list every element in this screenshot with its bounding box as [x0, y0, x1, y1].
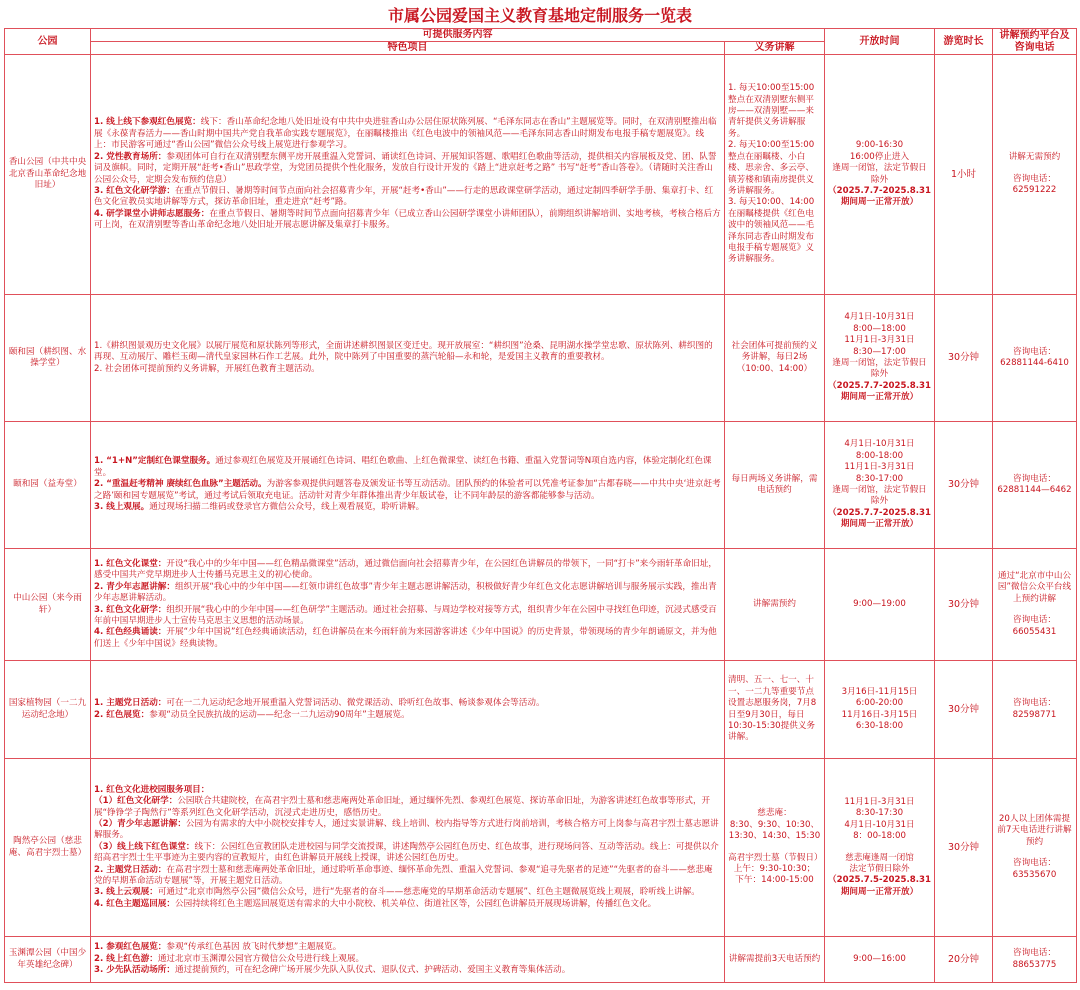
feature-item-text: 通过现场扫描二维码或登录官方微信公众号，线上观看展览，聆听讲解。: [149, 502, 425, 513]
hours-line: 11月1日-3月31日: [844, 796, 915, 807]
feature-item-text: 参观团体可自行在双清别墅东侧平房开展重温入党誓词、诵读红色诗词、开展知识答题、歌唱红色歌曲等活动，提供相关内容展板及党、团、队誓词及旗帜。同时，定期开展“赶考•香山”思政学堂，为党团员提供个性化服务，发放自行设计开发的《踏上“进京赶考之路” 书写“赶考”香山答卷》。（请随时关注香山公园公众号，定期会发布预约信息）: [94, 151, 717, 185]
feature-item-text: 为游客参观提供问题答卷及颁发证书等互动活动。团队预约的体验者可以凭准考证参加“古都春晓——中共中央‘进京赶考之路’颐和园专题展览”考试，通过考试后领取充电证。活动针对青少年群体推出青少年版试卷，让不同年龄层的游客都能够参与活动。: [94, 479, 721, 501]
contact-info: [993, 295, 1077, 422]
table-row: [5, 549, 1077, 661]
feature-item-text: 公园为有需求的大中小院校安排专人，通过实景讲解、线上培训、校内指导等方式进行岗前培训，考核合格方可上岗参与高君宇烈士墓志愿讲解服务。: [94, 818, 719, 841]
opening-hours: [825, 422, 935, 549]
feature-item: [94, 887, 721, 898]
hours-line: 法定节假日除外: [849, 863, 910, 874]
header-contact: 讲解预约平台及咨询电话: [993, 29, 1077, 55]
visit-duration: 30分钟: [935, 422, 993, 549]
feature-item: [94, 899, 721, 910]
hours-line: 逢周一闭馆，法定节假日除外: [832, 163, 927, 185]
feature-item-text: 2. 社会团体可提前预约义务讲解，开展红色教育主题活动。: [94, 363, 320, 374]
feature-item: [94, 698, 721, 709]
opening-hours: [825, 937, 935, 983]
contact-info: [993, 661, 1077, 759]
park-name: 中山公园（来今雨轩）: [5, 549, 91, 661]
feature-projects: [91, 422, 725, 549]
guide-line: 3. 每天10:00、14:00在丽瞩楼提供《红色电波中的领袖风范——毛泽东同志香山时期发布电报手稿专题展览》义务讲解服务。: [728, 197, 815, 265]
visit-duration: 30分钟: [935, 759, 993, 937]
feature-item-text: 开展“少年中国说”红色经典诵读活动，红色讲解员在来今雨轩前为来园游客讲述《少年中国说》的历史背景，带领现场的青少年朗诵原文，并为他们送上《少年中国说》经典读物。: [94, 627, 717, 649]
feature-item-text: 在重点节假日、暑期等时间节点面向招募青少年（已成立香山公园研学课堂小讲师团队），前期组织讲解培训、实地考核，考核合格后方可上岗，在双清别墅等香山革命纪念地八处旧址开展志愿讲解及集章打卡服务。: [94, 208, 721, 231]
feature-item: [94, 559, 721, 582]
feature-item: [94, 117, 721, 151]
feature-item-text: 线下：香山革命纪念地八处旧址设有中共中央进驻香山办公居住原状陈列展、“毛泽东同志在香山”主题展览等。同时，在双清别墅推出临展《永葆青春活力——香山时期中国共产党自我革命实践专题展览》，在丽瞩楼推出《红色电波中的领袖风范——毛泽东同志香山时期发布电报手稿专题展览》。线上：市民游客可通过“香山公园”微信公众号线上展览进行参观学习。: [94, 117, 717, 151]
opening-hours: [825, 661, 935, 759]
header-park: 公园: [5, 29, 91, 55]
feature-item-heading: 1. 参观红色展览：: [94, 942, 167, 953]
table-row: [5, 661, 1077, 759]
feature-item-text: 通过参观红色展览及开展诵红色诗词、唱红色歌曲、上红色微课堂、读红色书籍、重温入党誓词等N项自选内容，体验定制化红色课堂。: [94, 456, 712, 478]
feature-item-heading: 1. 红色文化课堂：: [94, 558, 167, 569]
feature-item: [94, 865, 721, 888]
opening-hours: [825, 295, 935, 422]
feature-item-heading: 2. “重温赶考精神 赓续红色血脉”主题活动。: [94, 479, 267, 490]
contact-line: 讲解无需预约: [1008, 152, 1061, 163]
guide-line: 高君宇烈士墓（节假日）: [728, 852, 823, 863]
park-name: 颐和园（耕织图、水操学堂）: [5, 295, 91, 422]
guide-line: 2. 每天10:00至15:00整点在丽瞩楼、小白楼、思亲舍、多云亭、镇芳楼和镇南房提供义务讲解服务。: [728, 140, 815, 196]
feature-item-heading: 1. 主题党日活动：: [94, 698, 167, 709]
feature-item-heading: 1. “1+N”定制红色课堂服务。: [94, 456, 216, 467]
header-duration: 游览时长: [935, 29, 993, 55]
feature-item-heading: 1. 红色文化进校园服务项目：: [94, 784, 210, 795]
feature-item: [94, 627, 721, 650]
feature-item-heading: （2）青少年志愿讲解：: [94, 818, 186, 829]
feature-item-heading: 2. 线上红色游：: [94, 953, 158, 964]
hours-line: [828, 843, 931, 853]
feature-item: [94, 456, 721, 479]
feature-projects: [91, 549, 725, 661]
hours-line: 16:00停止进入: [849, 151, 910, 162]
header-hours: 开放时间: [825, 29, 935, 55]
hours-line: 4月1日-10月31日: [844, 819, 915, 830]
guide-info: [725, 549, 825, 661]
contact-info: [993, 759, 1077, 937]
feature-item: [94, 209, 721, 232]
contact-line: 咨询电话：88653775: [1012, 948, 1057, 970]
guide-line: 1. 每天10:00至15:00整点在双清别墅东侧平房——双清别墅——来青轩提供义务讲解服务。: [728, 83, 815, 139]
header-services: 可提供服务内容: [91, 29, 825, 42]
hours-line: 8:30-17:30: [855, 808, 904, 819]
feature-item-heading: （3）线上线下红色课堂：: [94, 841, 195, 852]
feature-item-heading: 2. 主题党日活动：: [94, 864, 167, 875]
feature-item-heading: 1. 线上线下参观红色展览：: [94, 117, 201, 128]
table-row: [5, 422, 1077, 549]
feature-item-heading: 4. 红色经典诵读：: [94, 627, 167, 638]
feature-item-text: 通过北京市玉渊潭公园官方微信公众号进行线上观展。: [157, 953, 365, 964]
park-name: 颐和园（益寿堂）: [5, 422, 91, 549]
contact-line: 咨询电话：66055431: [1012, 615, 1057, 637]
guide-line: 社会团体可提前预约义务讲解，每日2场（10:00、14:00）: [731, 340, 818, 374]
hours-line: （2025.7.7-2025.8.31期间周一正常开放）: [828, 380, 931, 403]
feature-projects: [91, 295, 725, 422]
feature-item-text: 参观“传承红色基因 放飞时代梦想”主题展览。: [166, 942, 342, 953]
feature-item: [94, 819, 721, 842]
hours-line: 9:00-16:30: [855, 140, 904, 151]
hours-line: （2025.7.5-2025.8.31期间周一正常开放）: [828, 875, 931, 897]
feature-item: [94, 582, 721, 605]
table-row: [5, 937, 1077, 983]
hours-line: 4月1日-10月31日: [844, 312, 915, 323]
feature-projects: [91, 759, 725, 937]
feature-item: [94, 796, 721, 819]
hours-line: 9:00—19:00: [853, 598, 906, 609]
feature-item: [94, 710, 721, 721]
contact-line: [996, 605, 1073, 615]
opening-hours: [825, 549, 935, 661]
guide-line: 上午：9:30-10:30；: [733, 863, 816, 874]
feature-item-text: 通过提前预约，可在纪念碑广场开展少先队入队仪式、退队仪式、护碑活动、爱国主义教育等集体活动。: [175, 965, 571, 976]
hours-line: 6:00-20:00: [855, 698, 904, 709]
guide-line: [728, 843, 821, 853]
hours-line: 6:30-18:00: [855, 720, 904, 731]
contact-line: 咨询电话：62881144-6410: [1000, 346, 1069, 368]
feature-item-heading: 2. 红色展览：: [94, 709, 150, 720]
contact-line: 咨询电话：62591222: [1012, 173, 1057, 196]
hours-line: 8：00-18:00: [853, 831, 906, 842]
hours-line: 8:30—17:00: [853, 346, 906, 357]
opening-hours: [825, 759, 935, 937]
feature-item: [94, 785, 721, 796]
header-guide: 义务讲解: [725, 42, 825, 55]
park-name: 香山公园（中共中央北京香山革命纪念地旧址）: [5, 55, 91, 295]
contact-info: [993, 55, 1077, 295]
feature-item-text: 组织开展“我心中的少年中国——红领巾讲红色故事”青少年主题志愿讲解活动，积极做好青少年红色文化志愿讲解培训与服务展示实践，推出青少年志愿讲解活动。: [94, 581, 717, 604]
feature-item: [94, 186, 721, 209]
contact-line: 咨询电话：82598771: [1012, 698, 1057, 720]
header-features: 特色项目: [91, 42, 725, 55]
guide-line: 讲解需提前3天电话预约: [728, 953, 821, 964]
page-title: 市属公园爱国主义教育基地定制服务一览表: [387, 6, 692, 25]
table-row: [5, 295, 1077, 422]
feature-item: [94, 965, 721, 976]
contact-line: 咨询电话：62881144—6462: [997, 473, 1072, 495]
feature-item-text: 1.《耕织图景观历史文化展》以展厅展览和原状陈列等形式，全面讲述耕织图景区变迁史。现开放展室：“耕织图”沧桑、昆明湖水操学堂忠歌、原状陈列、耕织图的再现、互动展厅、雕栏玉砌—清代皇家园林石作工艺展。此外，院中陈列了中国重要的蒸汽轮船—永和轮，是爱国主义教育的重要教材。: [94, 340, 713, 363]
feature-item-text: 组织开展“我心中的少年中国——红色研学”主题活动。通过社会招募、与周边学校对接等方式，组织青少年在公园中寻找红色印迹，沉浸式感受百年前中国早期进步人士宣传马克思主义思想的活动场景。: [94, 604, 717, 626]
hours-line: 慈悲庵逢周一闭馆: [845, 852, 914, 863]
hours-line: 3月16日-11月15日: [841, 686, 918, 697]
guide-line: 每日两场义务讲解，需电话预约: [731, 473, 818, 495]
service-table: [4, 28, 1077, 983]
table-row: [5, 759, 1077, 937]
park-name: 陶然亭公园（慈悲庵、高君宇烈士墓）: [5, 759, 91, 937]
contact-line: [996, 164, 1073, 174]
feature-item-heading: 4. 红色主题巡回展：: [94, 898, 175, 909]
feature-item-text: 可在一二九运动纪念地开展重温入党誓词活动、微党课活动、聆听红色故事、畅谈参观体会等活动。: [166, 698, 545, 709]
guide-line: 下午：14:00-15:00: [735, 875, 814, 886]
visit-duration: 30分钟: [935, 661, 993, 759]
feature-item-text: 在重点节假日、暑期等时间节点面向社会招募青少年，开展“赶考•香山”——行走的思政课堂研学活动，通过定制四季研学手册、集章打卡、红色文化宣教员实地讲解等方式，探访革命旧址，重走进京“赶考”路。: [94, 185, 714, 208]
hours-line: 8:30-17:00: [855, 473, 904, 484]
hours-line: 8:00-18:00: [855, 450, 904, 461]
hours-line: 11月16日-3月15日: [841, 709, 918, 720]
feature-item: [94, 502, 721, 513]
visit-duration: 30分钟: [935, 295, 993, 422]
park-name: 玉渊潭公园（中国少年英雄纪念碑）: [5, 937, 91, 983]
feature-item: [94, 954, 721, 965]
feature-item-heading: 4. 研学课堂小讲师志愿服务：: [94, 208, 210, 219]
feature-item: [94, 364, 721, 375]
visit-duration: 1小时: [935, 55, 993, 295]
visit-duration: 30分钟: [935, 549, 993, 661]
hours-line: 逢周一闭馆，法定节假日除外: [832, 358, 927, 380]
hours-line: 8:00—18:00: [853, 323, 906, 334]
feature-item-heading: 3. 线上观展。: [94, 502, 150, 513]
feature-item-text: 线下：公园红色宣教团队走进校园与同学交流授课，讲述陶然亭公园红色历史、红色故事，进行现场问答、互动等活动。线上：可提供以介绍高君宇烈士生平事迹为主要内容的宣教短片，由红色讲解员开展线上授课，讲述公园红色历史。: [94, 841, 719, 864]
guide-line: 讲解需预约: [753, 598, 796, 609]
feature-projects: [91, 55, 725, 295]
feature-item: [94, 605, 721, 628]
hours-line: 4月1日-10月31日: [844, 439, 915, 450]
guide-info: [725, 422, 825, 549]
feature-item-text: 公园联合共建院校，在高君宇烈士墓和慈悲庵两处革命旧址，通过缅怀先烈、参观红色展览、探访革命旧址，为游客讲述红色故事等形式，开展“铮铮学子陶然行”等系列红色文化研学活动，沉浸式走进历史，感悟历史。: [94, 796, 711, 818]
contact-info: [993, 549, 1077, 661]
feature-item: [94, 152, 721, 186]
opening-hours: [825, 55, 935, 295]
contact-info: [993, 937, 1077, 983]
feature-projects: [91, 937, 725, 983]
guide-info: [725, 55, 825, 295]
hours-line: （2025.7.7-2025.8.31期间周一正常开放）: [828, 185, 931, 208]
feature-item-text: 可通过“北京市陶然亭公园”微信公众号，进行“先驱者的奋斗——慈悲庵党的早期革命活动专题展”、红色主题微展览线上观展，聆听线上讲解。: [157, 887, 700, 898]
feature-item-heading: 3. 红色文化研学游：: [94, 185, 175, 196]
contact-line: [996, 848, 1073, 858]
feature-item: [94, 479, 721, 502]
feature-item-text: 公园持续将红色主题巡回展览送有需求的大中小院校、机关单位、街道社区等，公园红色讲解员开展现场讲解，传播红色文化。: [175, 898, 657, 909]
contact-info: [993, 422, 1077, 549]
hours-line: 11月1日-3月31日: [844, 335, 915, 346]
feature-projects: [91, 661, 725, 759]
contact-line: 20人以上团体需提前7天电话进行讲解预约: [997, 813, 1072, 847]
guide-line: 8:30、9:30、10:30、13:30、14:30、15:30: [728, 819, 821, 842]
feature-item-heading: （1）红色文化研学：: [94, 796, 178, 807]
guide-info: [725, 295, 825, 422]
feature-item-heading: 2. 青少年志愿讲解：: [94, 581, 175, 592]
feature-item-heading: 2. 党性教育场所：: [94, 151, 167, 162]
feature-item-text: 开设“我心中的少年中国——红色精品微课堂”活动，通过微信面向社会招募青少年，在公园红色讲解员的带领下，一同“打卡”来今雨轩革命旧址，感受中国共产党早期进步人士传播马克思主义的初心使命。: [94, 558, 718, 581]
visit-duration: 20分钟: [935, 937, 993, 983]
hours-line: （2025.7.7-2025.8.31期间周一正常开放）: [828, 507, 931, 530]
feature-item-heading: 3. 红色文化研学：: [94, 604, 167, 615]
feature-item-heading: 3. 少先队活动场所：: [94, 965, 175, 976]
hours-line: 11月1日-3月31日: [844, 462, 915, 473]
hours-line: 逢周一闭馆，法定节假日除外: [832, 485, 927, 507]
hours-line: 9:00—16:00: [853, 953, 906, 964]
guide-info: [725, 937, 825, 983]
park-name: 国家植物园（一二九运动纪念地）: [5, 661, 91, 759]
guide-info: [725, 759, 825, 937]
contact-line: 通过“北京市中山公园”微信公众平台线上预约讲解: [997, 570, 1072, 604]
guide-line: 慈悲庵：: [757, 808, 792, 819]
contact-line: 咨询电话：63535670: [1012, 858, 1057, 880]
table-body: [5, 55, 1077, 983]
table-row: [5, 55, 1077, 295]
feature-item: [94, 942, 721, 953]
feature-item-text: 在高君宇烈士墓和慈悲庵两处革命旧址，通过聆听革命事迹、缅怀革命先烈、重温入党誓词、参观“追寻先驱者的足迹”“先驱者的奋斗——慈悲庵党的早期革命活动专题展”等，开展主题党日活动。: [94, 864, 713, 887]
feature-item-text: 参观“动员全民族抗战的运动——纪念一二九运动90周年”主题展览。: [149, 709, 410, 720]
feature-item: [94, 842, 721, 865]
guide-line: 清明、五一、七一、十一、一二九等重要节点设置志愿服务岗，7月8日至9月30日，每日10:30-15:30提供义务讲解。: [728, 675, 817, 743]
feature-item-heading: 3. 线上云观展：: [94, 887, 158, 898]
feature-item: [94, 341, 721, 364]
guide-info: [725, 661, 825, 759]
